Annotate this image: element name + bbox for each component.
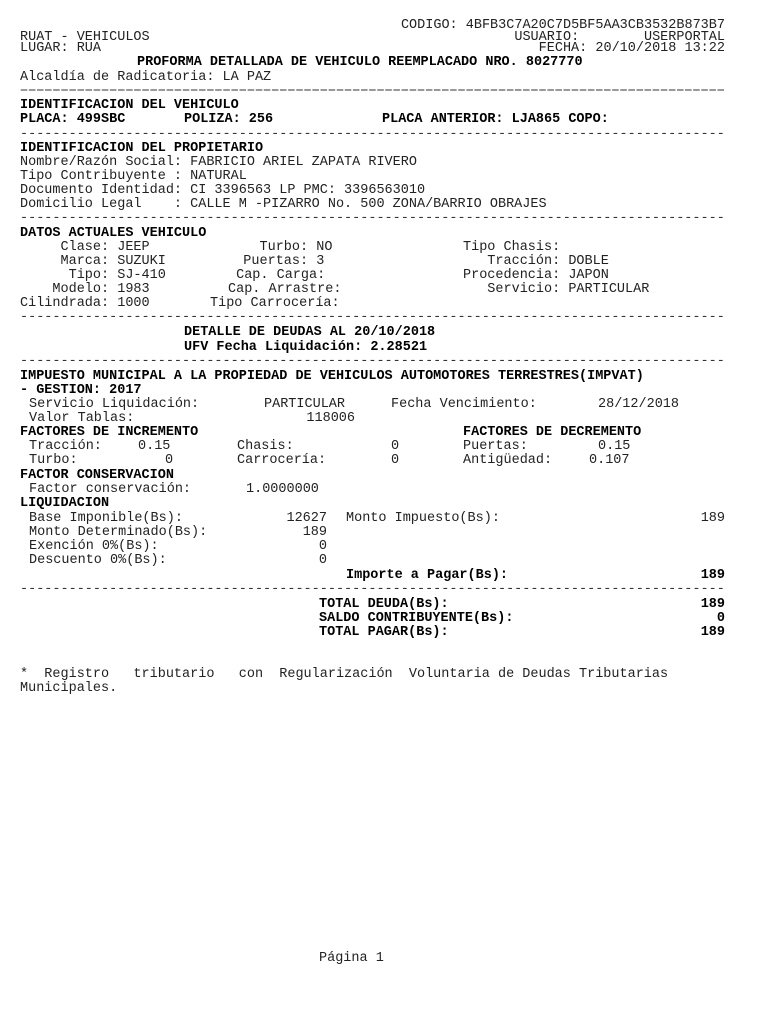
servicio-label: Servicio Liquidación:: [29, 397, 200, 412]
vehicle-field: Puertas: 3: [219, 254, 325, 269]
factor-conservacion-value: 1.0000000: [246, 482, 319, 497]
placa-anterior-text: PLACA ANTERIOR: LJA865 COPO:: [382, 112, 609, 127]
servicio-value: PARTICULAR: [264, 397, 346, 412]
vehicle-field: Tipo: SJ-410: [20, 268, 166, 283]
owner-document: Documento Identidad: CI 3396563 LP PMC: 3396563010: [20, 183, 426, 198]
total-pagar-label: TOTAL PAGAR(Bs):: [319, 625, 449, 640]
valor-tablas-label: Valor Tablas:: [29, 411, 135, 426]
descuento-label: Descuento 0%(Bs):: [29, 553, 167, 568]
divider: [20, 131, 725, 139]
exencion-label: Exención 0%(Bs):: [29, 539, 159, 554]
antiguedad-label: Antigüedad:: [463, 453, 553, 468]
saldo-contribuyente-value: 0: [716, 611, 725, 626]
placa-text: PLACA: 499SBC: [20, 112, 126, 127]
vehicle-field: Tracción: DOBLE: [463, 254, 609, 269]
chasis-label: Chasis:: [237, 439, 294, 454]
alcaldia-text: Alcaldía de Radicatoria: LA PAZ: [20, 70, 272, 85]
puertas-value: 0.15: [598, 439, 631, 454]
impuesto-title: IMPUESTO MUNICIPAL A LA PROPIEDAD DE VEHICULOS AUTOMOTORES TERRESTRES(IMPVAT): [20, 369, 644, 384]
codigo-text: CODIGO: 4BFB3C7A20C7D5BF5AA3CB3532B873B7: [400, 18, 725, 33]
factores-decremento-title: FACTORES DE DECREMENTO: [463, 425, 642, 440]
total-deuda-value: 189: [700, 597, 725, 612]
vehicle-field: Marca: SUZUKI: [20, 254, 166, 269]
total-deuda-label: TOTAL DEUDA(Bs):: [319, 597, 449, 612]
nota-line-2: Municipales.: [20, 681, 118, 696]
vehicle-field: Clase: JEEP: [20, 240, 150, 255]
descuento-value: 0: [318, 553, 327, 568]
traccion-label: Tracción:: [29, 439, 102, 454]
puertas-label: Puertas:: [463, 439, 528, 454]
traccion-value: 0.15: [138, 439, 171, 454]
document-title: PROFORMA DETALLADA DE VEHICULO REEMPLACADO NRO. 8027770: [137, 55, 583, 70]
detalle-deudas-title: DETALLE DE DEUDAS AL 20/10/2018: [184, 325, 436, 340]
divider: [20, 586, 725, 594]
owner-type: Tipo Contribuyente : NATURAL: [20, 169, 247, 184]
factores-incremento-title: FACTORES DE INCREMENTO: [20, 425, 199, 440]
vehicle-field: Servicio: PARTICULAR: [463, 282, 650, 297]
turbo-value: 0: [165, 453, 174, 468]
importe-pagar-value: 189: [700, 568, 725, 583]
vehicle-field: Cap. Arrastre:: [228, 282, 342, 297]
vencimiento-value: 28/12/2018: [598, 397, 680, 412]
divider: [20, 314, 725, 322]
vehicle-field: Cap. Carga:: [228, 268, 326, 283]
saldo-contribuyente-label: SALDO CONTRIBUYENTE(Bs):: [319, 611, 514, 626]
turbo-label: Turbo:: [29, 453, 78, 468]
lugar-text: LUGAR: RUA: [20, 41, 102, 56]
divider: [20, 215, 725, 223]
importe-pagar-label: Importe a Pagar(Bs):: [346, 568, 509, 583]
double-divider: [20, 87, 725, 95]
antiguedad-value: 0.107: [589, 453, 630, 468]
monto-impuesto-value: 189: [700, 511, 725, 526]
monto-impuesto-label: Monto Impuesto(Bs):: [346, 511, 500, 526]
fecha-text: FECHA: 20/10/2018 13:22: [538, 41, 725, 56]
vencimiento-label: Fecha Vencimiento:: [391, 397, 537, 412]
nota-line-1: * Registro tributario con Regularización Voluntaria de Deudas Tributarias: [20, 667, 669, 682]
usuario-text: USUARIO: USERPORTAL: [514, 30, 725, 45]
gestion-text: - GESTION: 2017: [20, 383, 142, 398]
vehicle-id-title: IDENTIFICACION DEL VEHICULO: [20, 98, 239, 113]
carroceria-value: 0: [391, 453, 400, 468]
total-pagar-value: 189: [700, 625, 725, 640]
owner-name: Nombre/Razón Social: FABRICIO ARIEL ZAPATA RIVERO: [20, 155, 417, 170]
base-imponible-label: Base Imponible(Bs):: [29, 511, 183, 526]
chasis-value: 0: [391, 439, 400, 454]
monto-determinado-label: Monto Determinado(Bs):: [29, 525, 208, 540]
base-imponible-value: 12627: [286, 511, 327, 526]
monto-determinado-value: 189: [302, 525, 327, 540]
owner-title: IDENTIFICACION DEL PROPIETARIO: [20, 141, 264, 156]
vehicle-field: Procedencia: JAPON: [463, 268, 609, 283]
factor-conservacion-label: Factor conservación:: [29, 482, 192, 497]
vehicle-field: Cilindrada: 1000: [20, 296, 150, 311]
page-number: Página 1: [319, 951, 384, 966]
system-name: RUAT - VEHICULOS: [20, 30, 150, 45]
factor-conservacion-title: FACTOR CONSERVACION: [20, 468, 174, 483]
poliza-text: POLIZA: 256: [184, 112, 274, 127]
vehicle-data-title: DATOS ACTUALES VEHICULO: [20, 226, 207, 241]
owner-address: Domicilio Legal : CALLE M -PIZARRO No. 500 ZONA/BARRIO OBRAJES: [20, 197, 547, 212]
valor-tablas-value: 118006: [306, 411, 355, 426]
vehicle-field: Turbo: NO: [219, 240, 333, 255]
vehicle-field: Modelo: 1983: [20, 282, 150, 297]
vehicle-field: Tipo Carrocería:: [210, 296, 340, 311]
vehicle-field: Tipo Chasis:: [463, 240, 561, 255]
liquidacion-title: LIQUIDACION: [20, 496, 110, 511]
divider: [20, 358, 725, 366]
carroceria-label: Carrocería:: [237, 453, 327, 468]
exencion-value: 0: [318, 539, 327, 554]
ufv-text: UFV Fecha Liquidación: 2.28521: [184, 340, 428, 355]
